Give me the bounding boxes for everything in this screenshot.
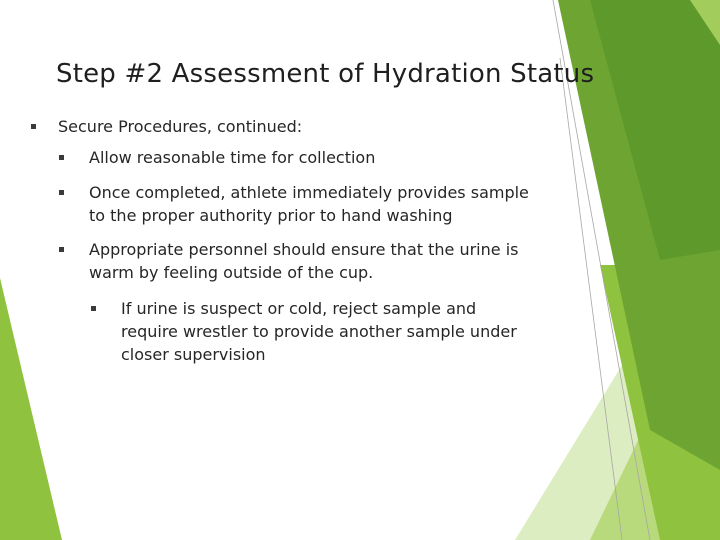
bullet-warm-urine bbox=[59, 238, 518, 284]
bullet-marker bbox=[59, 155, 64, 160]
bullet-reject-sample bbox=[91, 297, 517, 366]
slide-title: Step #2 Assessment of Hydration Status bbox=[56, 59, 595, 89]
bullet-marker bbox=[31, 124, 36, 129]
bullet-marker bbox=[91, 306, 96, 311]
bullet-text: Appropriate personnel should ensure that the urine is warm by feeling outside of the cup. bbox=[89, 240, 519, 282]
bullet-text: Allow reasonable time for collection bbox=[89, 148, 376, 167]
bullet-text: Once completed, athlete immediately provides sample to the proper authority prior to hand washing bbox=[89, 183, 529, 225]
bullet-marker bbox=[59, 190, 64, 195]
left-accent-triangle bbox=[0, 278, 62, 540]
bullet-secure-procedures bbox=[31, 115, 302, 138]
bullet-provide-sample bbox=[59, 181, 529, 227]
bullet-text: Secure Procedures, continued: bbox=[58, 117, 303, 136]
bullet-text: If urine is suspect or cold, reject sample and require wrestler to provide another sample under closer supervision bbox=[121, 299, 517, 364]
bullet-marker bbox=[59, 247, 64, 252]
bullet-collection-time bbox=[59, 146, 375, 169]
